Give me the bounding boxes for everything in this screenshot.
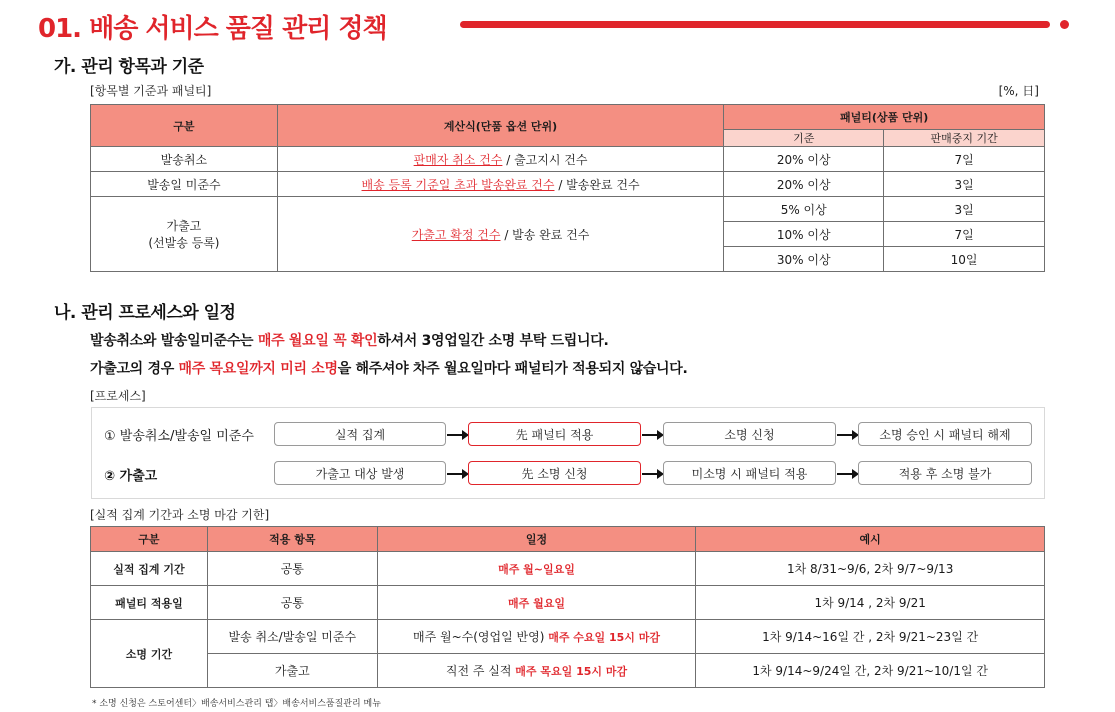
row-criteria: 20% 이상 [724,172,884,197]
formula-highlight: 가출고 확정 건수 [411,227,501,242]
table-row [91,552,1045,586]
row-schedule [377,620,696,654]
header-category: 구분 [91,105,278,147]
table-row [91,197,1045,222]
section-a-caption: [항목별 기준과 패널티] [90,84,212,98]
row-example: 1차 8/31~9/6, 2차 9/7~9/13 [696,552,1045,586]
row-criteria: 20% 이상 [724,147,884,172]
process-step: 先 소명 신청 [468,461,641,485]
row-formula [277,147,724,172]
header-criteria: 기준 [724,130,884,147]
header-category: 구분 [91,527,208,552]
header-penalty: 패널티(상품 단위) [724,105,1045,130]
instruction-2 [90,358,688,378]
process-diagram [91,407,1045,499]
table-row [91,654,1045,688]
arrow-icon [642,434,662,436]
row-schedule: 매주 월요일 [377,586,696,620]
row-suspend: 3일 [884,172,1045,197]
formula-highlight: 판매자 취소 건수 [413,152,503,167]
row-example: 1차 9/14~9/24일 간, 2차 9/21~10/1일 간 [696,654,1045,688]
category-line1: 가출고 [166,219,202,233]
row-schedule [377,654,696,688]
row-suspend: 10일 [884,247,1045,272]
section-a-heading: 가. 관리 항목과 기준 [54,57,204,77]
header-suspend: 판매중지 기간 [884,130,1045,147]
category-line2: (선발송 등록) [148,236,220,250]
row-suspend: 3일 [884,197,1045,222]
row-item: 발송 취소/발송일 미준수 [207,620,377,654]
process-step: 실적 집계 [274,422,446,446]
header-item: 적용 항목 [207,527,377,552]
schedule-table [90,526,1045,688]
process-step: 소명 신청 [663,422,836,446]
row-formula [277,197,724,272]
schedule-caption: [실적 집계 기간과 소명 마감 기한] [90,508,270,522]
row-criteria: 30% 이상 [724,247,884,272]
row-suspend: 7일 [884,222,1045,247]
instruction-1 [90,330,608,350]
row-example: 1차 9/14~16일 간 , 2차 9/21~23일 간 [696,620,1045,654]
row-schedule: 매주 월~일요일 [377,552,696,586]
table-row [91,620,1045,654]
process-step: 先 패널티 적용 [468,422,641,446]
row-criteria: 5% 이상 [724,197,884,222]
row-category [91,197,278,272]
process-caption: [프로세스] [90,389,146,403]
row-criteria: 10% 이상 [724,222,884,247]
schedule-text: 직전 주 실적 [445,664,516,678]
arrow-icon [837,434,857,436]
process-step: 소명 승인 시 패널티 해제 [858,422,1032,446]
instruction-text: 발송취소와 발송일미준수는 [90,333,258,349]
row-category: 실적 집계 기간 [91,552,208,586]
process-step: 적용 후 소명 불가 [858,461,1032,485]
header-formula: 계산식(단품 옵션 단위) [277,105,724,147]
footnote: * 소명 신청은 스토어센터〉배송서비스관리 탭〉배송서비스품질관리 메뉴 [92,699,381,709]
unit-label: [%, 日] [998,84,1039,98]
instruction-highlight: 매주 목요일까지 미리 소명 [178,361,338,377]
row-item: 공통 [207,586,377,620]
arrow-icon [642,473,662,475]
instruction-text: 을 해주셔야 차주 월요일마다 패널티가 적용되지 않습니다. [337,361,688,377]
page-title: 01. 배송 서비스 품질 관리 정책 [38,14,387,44]
header-schedule: 일정 [377,527,696,552]
process-label-1: ① 발송취소/발송일 미준수 [104,429,254,444]
schedule-highlight: 매주 목요일 15시 마감 [515,665,628,678]
formula-rest: / 발송완료 건수 [554,177,640,192]
formula-rest: / 발송 완료 건수 [500,227,590,242]
schedule-highlight: 매주 수요일 15시 마감 [548,631,661,644]
row-category: 발송일 미준수 [91,172,278,197]
instruction-text: 하셔서 3영업일간 소명 부탁 드립니다. [377,333,609,349]
arrow-icon [837,473,857,475]
table-row [91,172,1045,197]
table-row [91,586,1045,620]
header-example: 예시 [696,527,1045,552]
row-category: 발송취소 [91,147,278,172]
section-b-heading: 나. 관리 프로세스와 일정 [54,303,236,323]
formula-highlight: 배송 등록 기준일 초과 발송완료 건수 [361,177,555,192]
row-category: 소명 기간 [91,620,208,688]
title-decoration-dot [1060,20,1069,29]
table-row [91,147,1045,172]
row-example: 1차 9/14 , 2차 9/21 [696,586,1045,620]
formula-rest: / 출고지시 건수 [502,152,588,167]
arrow-icon [447,473,467,475]
row-formula [277,172,724,197]
title-row [38,8,1078,42]
row-item: 공통 [207,552,377,586]
process-step: 미소명 시 패널티 적용 [663,461,836,485]
title-decoration-bar [460,21,1050,28]
row-category: 패널티 적용일 [91,586,208,620]
arrow-icon [447,434,467,436]
schedule-text: 매주 월~수(영업일 반영) [413,630,549,644]
process-label-2: ② 가출고 [104,469,158,484]
instruction-highlight: 매주 월요일 꼭 확인 [257,333,378,349]
penalty-criteria-table [90,104,1045,272]
process-step: 가출고 대상 발생 [274,461,446,485]
row-suspend: 7일 [884,147,1045,172]
instruction-text: 가출고의 경우 [90,361,179,377]
row-item: 가출고 [207,654,377,688]
